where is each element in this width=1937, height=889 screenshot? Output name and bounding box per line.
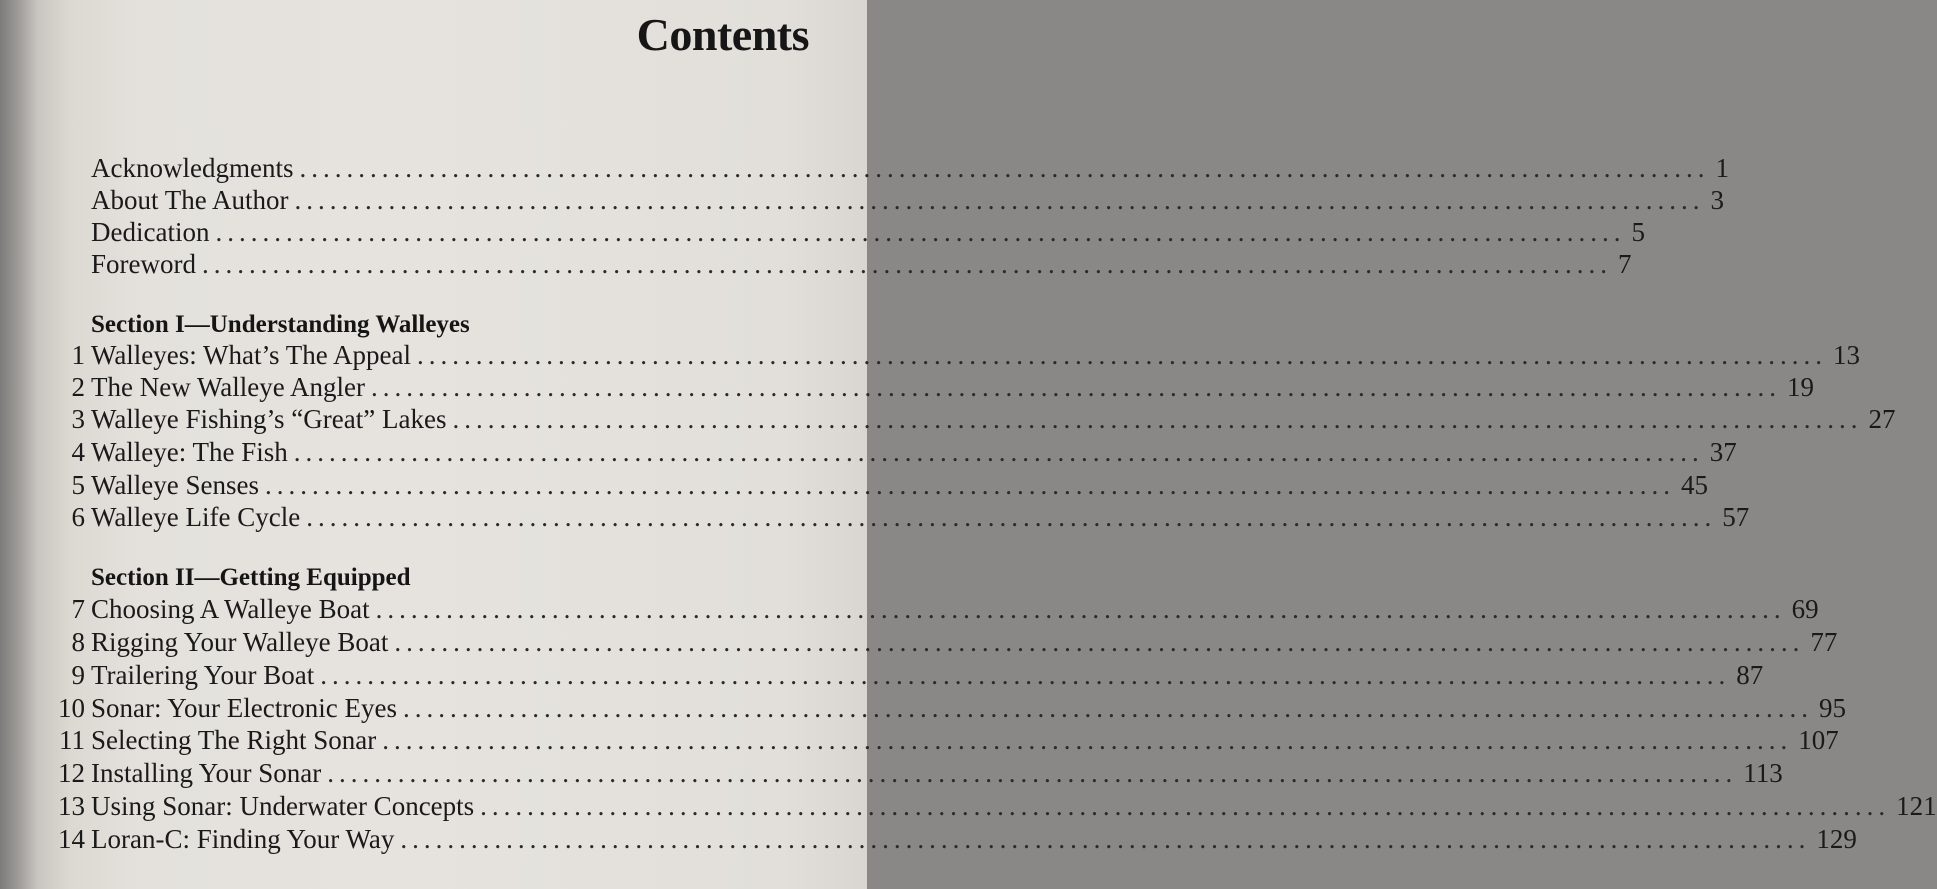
dot-leader: ........................................................................................................................ xyxy=(265,470,1676,500)
chapter-number: 10 xyxy=(58,693,85,723)
dot-leader: ........................................................................................................................ xyxy=(375,594,1786,624)
chapter-number: 3 xyxy=(71,404,85,434)
entry-title: Using Sonar: Underwater Concepts xyxy=(91,791,475,821)
dot-leader: ........................................................................................................................ xyxy=(299,153,1710,183)
entry-title: About The Author xyxy=(91,185,289,215)
entry-page-number: 69 xyxy=(1791,594,1819,624)
toc-entry-chapter-13 xyxy=(0,790,1937,822)
entry-title: Walleye: The Fish xyxy=(91,437,288,467)
chapter-number: 9 xyxy=(71,660,85,690)
dot-leader: ........................................................................................................................ xyxy=(201,249,1612,279)
dot-leader: ........................................................................................................................ xyxy=(480,791,1891,821)
chapter-number: 4 xyxy=(71,437,85,467)
entry-page-number: 87 xyxy=(1736,660,1764,690)
entry-page-number: 7 xyxy=(1617,249,1632,279)
entry-page-number: 57 xyxy=(1722,502,1750,532)
dot-leader: ........................................................................................................................ xyxy=(293,437,1704,467)
entry-title: Loran-C: Finding Your Way xyxy=(91,824,395,854)
chapter-number: 6 xyxy=(71,502,85,532)
entry-page-number: 77 xyxy=(1810,627,1838,657)
toc-entry-chapter-14 xyxy=(0,823,1857,855)
entry-page-number: 129 xyxy=(1816,824,1857,854)
chapter-number: 13 xyxy=(58,791,85,821)
toc-entry-chapter-1 xyxy=(0,339,1860,371)
dot-leader: ........................................................................................................................ xyxy=(306,502,1717,532)
entry-page-number: 27 xyxy=(1868,404,1896,434)
entry-title: Walleye Senses xyxy=(91,470,260,500)
dot-leader: ........................................................................................................................ xyxy=(320,660,1731,690)
section-heading-2: Section II—Getting Equipped xyxy=(91,564,411,591)
entry-title: Sonar: Your Electronic Eyes xyxy=(91,693,397,723)
entry-title: Walleyes: What’s The Appeal xyxy=(91,340,411,370)
dot-leader: ........................................................................................................................ xyxy=(382,725,1793,755)
entry-title: The New Walleye Angler xyxy=(91,372,365,402)
entry-page-number: 3 xyxy=(1710,185,1724,215)
chapter-number: 1 xyxy=(71,340,85,370)
toc-entry-chapter-11 xyxy=(0,724,1839,756)
chapter-number: 5 xyxy=(71,470,85,500)
chapter-number: 11 xyxy=(59,725,85,755)
toc-entry-foreword xyxy=(0,248,1632,280)
toc-entry-about-the-author xyxy=(0,184,1724,216)
section-heading-1: Section I—Understanding Walleyes xyxy=(91,311,470,338)
entry-title: Rigging Your Walleye Boat xyxy=(91,627,389,657)
entry-page-number: 5 xyxy=(1631,217,1645,247)
entry-page-number: 121 xyxy=(1896,791,1937,821)
dot-leader: ........................................................................................................................ xyxy=(400,824,1811,854)
entry-title: Foreword xyxy=(91,249,196,279)
entry-title: Acknowledgments xyxy=(91,153,294,183)
entry-title: Installing Your Sonar xyxy=(91,758,322,788)
entry-page-number: 95 xyxy=(1818,693,1846,723)
entry-title: Walleye Life Cycle xyxy=(91,502,301,532)
dot-leader: ........................................................................................................................ xyxy=(452,404,1863,434)
entry-page-number: 113 xyxy=(1743,758,1783,788)
toc-entry-chapter-7 xyxy=(0,593,1819,625)
toc-entry-chapter-5 xyxy=(0,469,1709,501)
toc-entry-chapter-10 xyxy=(0,692,1846,724)
toc-entry-chapter-3 xyxy=(0,403,1896,435)
dot-leader: ........................................................................................................................ xyxy=(394,627,1805,657)
entry-title: Dedication xyxy=(91,217,210,247)
toc-entry-chapter-6 xyxy=(0,501,1750,533)
dot-leader: ........................................................................................................................ xyxy=(402,693,1813,723)
toc-entry-chapter-12 xyxy=(0,757,1783,789)
entry-title: Selecting The Right Sonar xyxy=(91,725,377,755)
entry-page-number: 19 xyxy=(1786,372,1814,402)
toc-entry-dedication xyxy=(0,216,1645,248)
chapter-number: 12 xyxy=(58,758,85,788)
toc-entry-chapter-2 xyxy=(0,371,1814,403)
chapter-number: 7 xyxy=(71,594,85,624)
entry-page-number: 37 xyxy=(1709,437,1737,467)
dot-leader: ........................................................................................................................ xyxy=(294,185,1705,215)
chapter-number: 14 xyxy=(58,824,85,854)
toc-entry-chapter-4 xyxy=(0,436,1737,468)
entry-page-number: 107 xyxy=(1798,725,1839,755)
entry-title: Walleye Fishing’s “Great” Lakes xyxy=(91,404,447,434)
entry-page-number: 1 xyxy=(1715,153,1729,183)
dot-leader: ........................................................................................................................ xyxy=(370,372,1781,402)
entry-title: Trailering Your Boat xyxy=(91,660,315,690)
dot-leader: ........................................................................................................................ xyxy=(417,340,1827,370)
chapter-number: 2 xyxy=(71,372,85,402)
dot-leader: ........................................................................................................................ xyxy=(327,758,1738,788)
chapter-number: 8 xyxy=(71,627,85,657)
entry-page-number: 13 xyxy=(1833,340,1860,370)
toc-entry-chapter-9 xyxy=(0,659,1764,691)
dot-leader: ........................................................................................................................ xyxy=(215,217,1626,247)
page-title: Contents xyxy=(636,9,809,60)
toc-entry-chapter-8 xyxy=(0,626,1838,658)
toc-entry-acknowledgments xyxy=(0,152,1729,184)
entry-title: Choosing A Walleye Boat xyxy=(91,594,370,624)
entry-page-number: 45 xyxy=(1681,470,1709,500)
